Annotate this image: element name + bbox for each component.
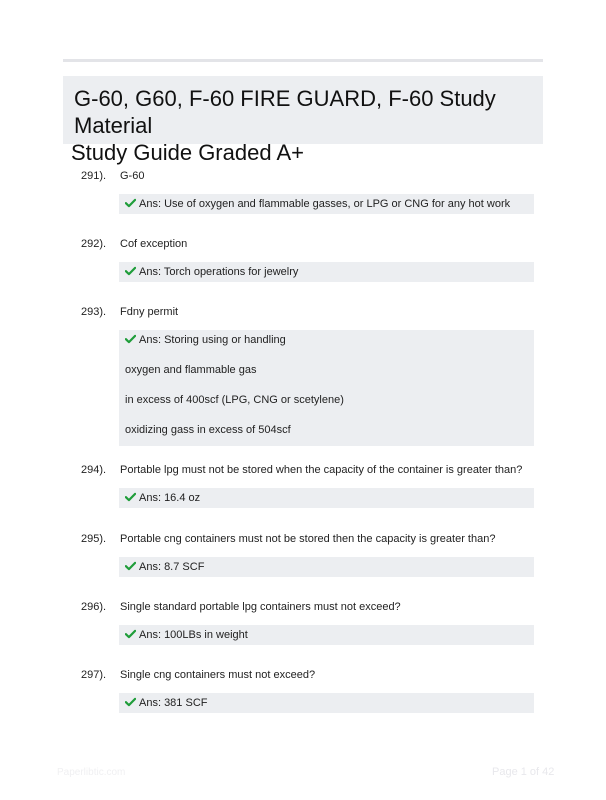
page-title bbox=[71, 85, 535, 166]
page-number: Page 1 of 42 bbox=[492, 766, 555, 778]
answer-text: Ans: 100LBs in weight bbox=[139, 629, 248, 641]
answer-line bbox=[119, 625, 534, 645]
question-number: 295). bbox=[81, 533, 107, 545]
check-icon bbox=[125, 629, 136, 639]
answer-box bbox=[119, 693, 534, 713]
answer-box bbox=[119, 262, 534, 282]
answer-line bbox=[119, 330, 534, 360]
answer-box bbox=[119, 488, 534, 508]
check-icon bbox=[125, 334, 136, 344]
question-text: G-60 bbox=[120, 170, 145, 182]
answer-text: Ans: 381 SCF bbox=[139, 697, 208, 709]
check-icon bbox=[125, 492, 136, 502]
check-icon bbox=[125, 561, 136, 571]
title-banner bbox=[63, 76, 543, 165]
answer-line bbox=[119, 194, 534, 214]
question-text: Single standard portable lpg containers must not exceed? bbox=[120, 601, 401, 613]
question-text: Portable cng containers must not be stored then the capacity is greater than? bbox=[120, 533, 496, 545]
answer-text: in excess of 400scf (LPG, CNG or scetylene) bbox=[125, 394, 344, 406]
answer-box bbox=[119, 330, 534, 446]
question-number: 297). bbox=[81, 669, 107, 681]
question-number: 293). bbox=[81, 306, 107, 318]
answer-line bbox=[119, 557, 534, 577]
answer-line bbox=[119, 262, 534, 282]
answer-line bbox=[119, 360, 534, 390]
page-title-line1: G-60, G60, F-60 FIRE GUARD, F-60 Study Material bbox=[74, 86, 496, 138]
answer-text: Ans: 8.7 SCF bbox=[139, 561, 205, 573]
answer-box bbox=[119, 194, 534, 214]
answer-line bbox=[119, 488, 534, 508]
question-number: 294). bbox=[81, 464, 107, 476]
question-number: 292). bbox=[81, 238, 107, 250]
check-icon bbox=[125, 697, 136, 707]
question-text: Cof exception bbox=[120, 238, 188, 250]
answer-text: Ans: Use of oxygen and flammable gasses, or LPG or CNG for any hot work bbox=[139, 198, 511, 210]
page-title-line2: Study Guide Graded A+ bbox=[71, 140, 304, 165]
question-text: Portable lpg must not be stored when the capacity of the container is greater than? bbox=[120, 464, 523, 476]
question-number: 291). bbox=[81, 170, 107, 182]
question-text: Fdny permit bbox=[120, 306, 179, 318]
answer-text: Ans: 16.4 oz bbox=[139, 492, 201, 504]
answer-line bbox=[119, 390, 534, 420]
question-text: Single cng containers must not exceed? bbox=[120, 669, 316, 681]
answer-text: oxygen and flammable gas bbox=[125, 364, 257, 376]
question-number: 296). bbox=[81, 601, 107, 613]
answer-box bbox=[119, 625, 534, 645]
answer-text: oxidizing gass in excess of 504scf bbox=[125, 424, 291, 436]
footer-site-watermark: Paperlibtic.com bbox=[57, 767, 126, 778]
answer-box bbox=[119, 557, 534, 577]
answer-text: Ans: Storing using or handling bbox=[139, 334, 286, 346]
answer-line bbox=[119, 693, 534, 713]
header-divider bbox=[63, 59, 543, 62]
check-icon bbox=[125, 198, 136, 208]
check-icon bbox=[125, 266, 136, 276]
answer-text: Ans: Torch operations for jewelry bbox=[139, 266, 299, 278]
answer-line bbox=[119, 420, 534, 446]
